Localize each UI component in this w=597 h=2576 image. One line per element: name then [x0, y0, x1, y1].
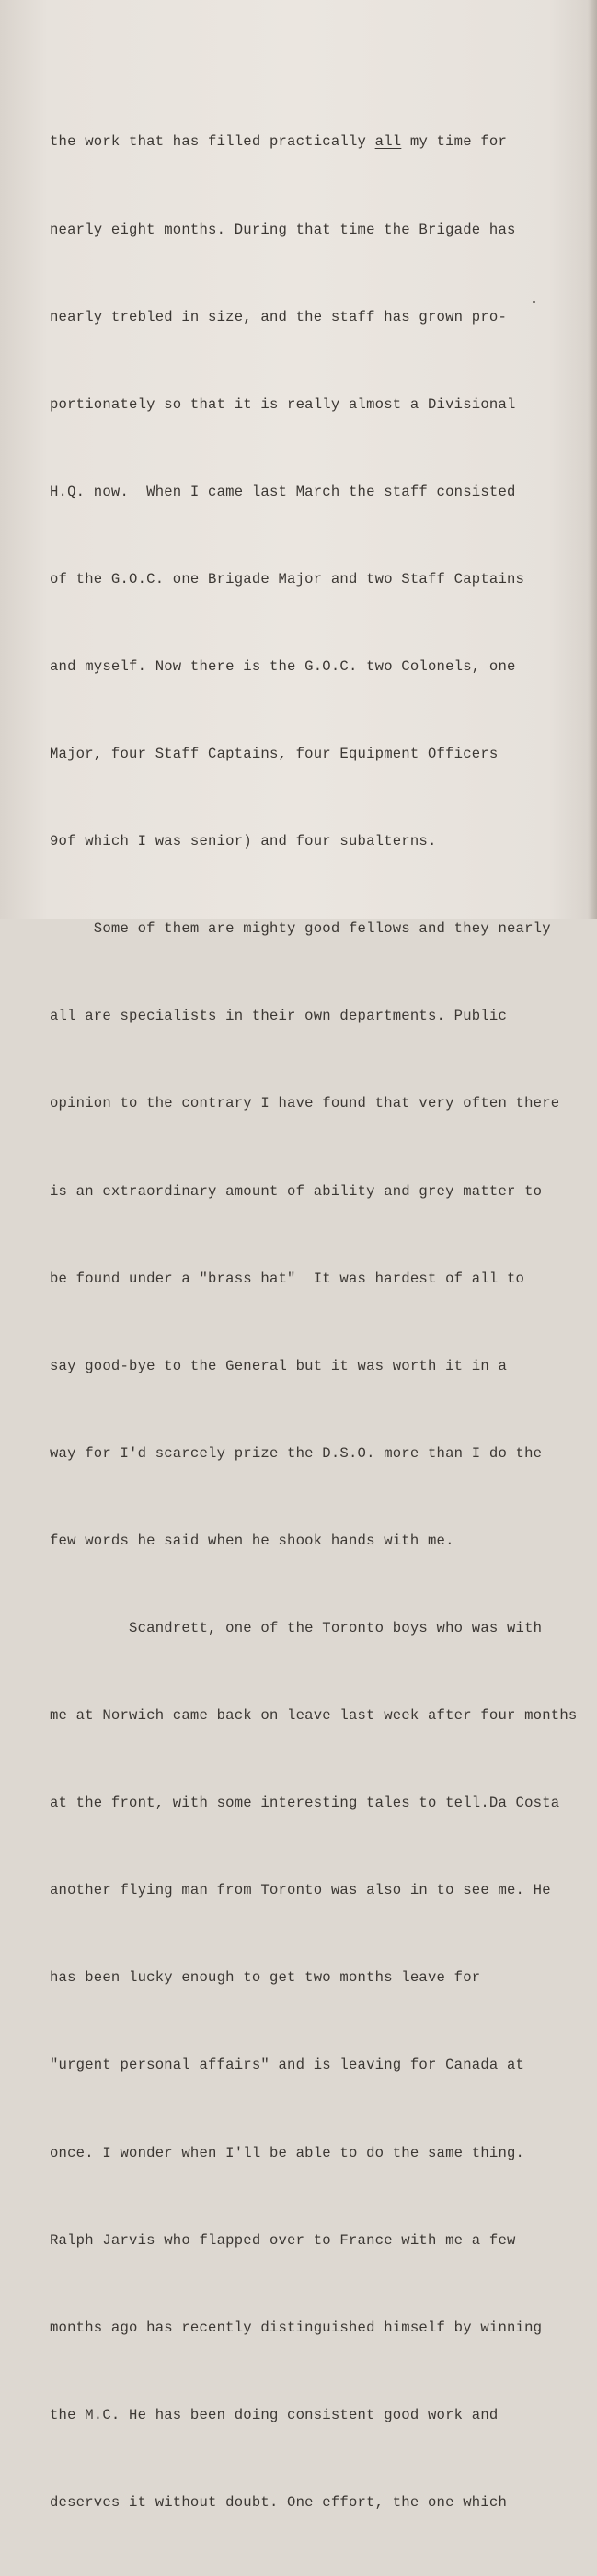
- text-line: opinion to the contrary I have found that very often there: [50, 1095, 560, 1112]
- text-line: nearly eight months. During that time the Brigade has: [50, 221, 516, 238]
- text-line: Some of them are mighty good fellows and they nearly: [50, 920, 551, 938]
- text-line: say good-bye to the General but it was worth it in a: [50, 1357, 508, 1374]
- text-line: me at Norwich came back on leave last week after four months: [50, 1707, 578, 1725]
- text-line: [50, 128, 579, 157]
- text-line: be found under a "brass hat" It was hardest of all to: [50, 1270, 525, 1287]
- text-line: few words he said when he shook hands with me.: [50, 1532, 454, 1549]
- text-line: of the G.O.C. one Brigade Major and two Staff Captains: [50, 570, 525, 587]
- text-segment: the work that has filled practically: [50, 133, 375, 151]
- text-line: and myself. Now there is the G.O.C. two Colonels, one: [50, 657, 516, 675]
- typed-text-body: [50, 70, 579, 2576]
- text-segment: my time for: [401, 133, 508, 151]
- page-edge-shadow: [588, 0, 597, 919]
- text-line: "urgent personal affairs" and is leaving for Canada at: [50, 2057, 525, 2074]
- text-line: once. I wonder when I'll be able to do the same thing.: [50, 2144, 525, 2161]
- text-line: 9of which I was senior) and four subalterns.: [50, 833, 437, 850]
- text-line: H.Q. now. When I came last March the staff consisted: [50, 483, 516, 500]
- text-line: at the front, with some interesting tales to tell.Da Costa: [50, 1795, 560, 1812]
- text-line: portionately so that it is really almost a Divisional: [50, 395, 516, 413]
- text-line: deserves it without doubt. One effort, the one which: [50, 2493, 508, 2511]
- text-line: nearly trebled in size, and the staff has grown pro-: [50, 308, 508, 325]
- text-line: another flying man from Toronto was also in to see me. He: [50, 1882, 551, 1899]
- text-line: Major, four Staff Captains, four Equipment Officers: [50, 746, 499, 763]
- text-line: Scandrett, one of the Toronto boys who was with: [50, 1620, 543, 1636]
- text-line: way for I'd scarcely prize the D.S.O. more than I do the: [50, 1444, 543, 1462]
- underlined-word: all: [374, 133, 402, 151]
- text-line: months ago has recently distinguished himself by winning: [50, 2319, 543, 2336]
- text-line: the M.C. He has been doing consistent good work and: [50, 2406, 499, 2423]
- text-line: has been lucky enough to get two months leave for: [50, 1969, 481, 1987]
- text-line: all are specialists in their own departments. Public: [50, 1008, 508, 1025]
- text-line: is an extraordinary amount of ability and grey matter to: [50, 1182, 543, 1200]
- text-line: Ralph Jarvis who flapped over to France with me a few: [50, 2231, 516, 2249]
